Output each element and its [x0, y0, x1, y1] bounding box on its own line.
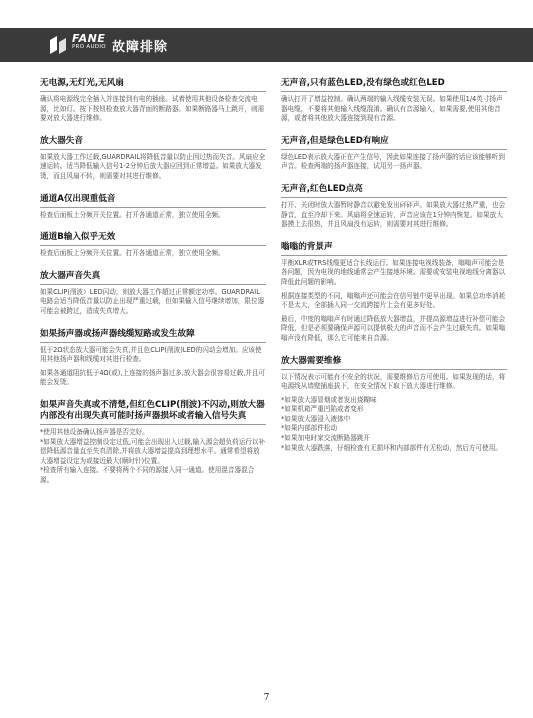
- section-text: 检查后面板上分频开关位置。打开各通道正常，独立使用全频。: [40, 249, 225, 258]
- section-red-led: [281, 184, 507, 230]
- section-text: 如果各通道阻抗低于4Ω(或),上连接的扬声器过多,放大器会很容易过载,并且可能会发烫。: [40, 368, 266, 387]
- section-text: 如果CLIP(削波）LED闪动，则放大器工作超过正常额定功率。GUARDRAIL电路会适当降低音量以防止出现严重过载，但如果输入信号继续增加，限位器可能会被跨过，造成失真增大。: [40, 287, 265, 315]
- section-channel-b-input: [40, 232, 266, 259]
- right-column: [281, 78, 507, 465]
- section-title: 放大器声音失真: [40, 271, 266, 285]
- section-title: 如果扬声器或扬声器线缆短路或发生故障: [40, 329, 266, 343]
- section-title: 通道B输入似乎无效: [40, 232, 266, 246]
- section-text: 绿色LED表示放大器正在产生信号，因此如果连接了扬声器的话应该能够听到声音。检查两端的扬声器连接，试用另一扬声器。: [281, 152, 505, 171]
- brand-name: FANE: [72, 32, 106, 45]
- section-text: 以下情况表示可能有不安全的状况，需要维修后方可使用。如果发现的话，将电源线从墙壁插座拔下，在安全情况下取下放大器进行维修。: [281, 372, 506, 391]
- section-text: 打开、关闭时放大器暂时静音以避免发出砰砰声。如果放大器过热严重，也会静音，直至冷却下来。风扇将全速运转，声音应该在1分钟内恢复。如果放大器摸上去很热，并且风扇没有运转，则需要对其进行维修。: [281, 200, 506, 229]
- section-text: 确认将电源线完全插入并连接到有电的插座。试着使用其他设备检查交流电源，比如灯。按下按钮检查放大器背面的断路器。如果断路器马上跳开，则需要对放大器进行维修。: [40, 95, 265, 123]
- section-blue-led-only: [281, 78, 507, 124]
- section-text: 检查后面板上分频开关位置。打开各通道正常，独立使用全频。: [40, 210, 225, 219]
- section-text: 根据连接类型的不同，嗡嗡声还可能会在信号链中更早出现。如果总功率消耗不是太大，全部插入同一交流跨接片上会有更多好处。: [281, 291, 506, 310]
- page-title: 故障排除: [112, 40, 169, 55]
- section-channel-a-bass: [40, 194, 266, 221]
- section-title: 无声音,但是绿色LED有响应: [281, 136, 507, 150]
- section-title: 嗡嗡的背景声: [281, 242, 507, 256]
- left-column: [40, 78, 266, 497]
- brand-subtitle: PRO AUDIO: [72, 44, 106, 50]
- section-title: 放大器需要维修: [281, 356, 507, 370]
- brand-logo: [72, 33, 106, 51]
- section-text: *如果放大器冒烟或者发出烧糊味 *如果机箱严重凹陷或者变形 *如果放大器浸入液体中 *如果内部部件松动 *如果加电时家交流断路器跳开 *如果放大器跌落，仔细检查有无损坏和内部部件有无松动，然后方可使用。: [281, 395, 502, 452]
- section-service: [281, 356, 507, 454]
- section-title: 通道A仅出现重低音: [40, 194, 266, 208]
- page-number: 7: [263, 693, 270, 703]
- section-amp-mute: [40, 136, 266, 182]
- section-speaker-short: [40, 329, 266, 388]
- section-green-led: [281, 136, 507, 172]
- section-title: 如果声音失真或不清楚,但红色CLIP(削波)不闪动,则放大器内部没有出现失真可能时扬声器损坏或者输入信号失真: [40, 400, 266, 425]
- section-text: 确认打开了增益控制。确认两端的输入线缆安装无误。如果使用1/4英寸扬声器电缆，不要将其他输入线缆混淆。确认有音源输入，如果需要,使用其他音源，或者将其他放大器连接到现有音源。: [281, 95, 503, 123]
- section-title: 无电源,无灯光,无风扇: [40, 78, 266, 92]
- section-title: 放大器失音: [40, 136, 266, 150]
- fane-logo-icon: [48, 34, 68, 56]
- section-text: 低于2Ω状态放大器可能会失真,并且色CLIP(削波)LED的闪动会增加。应该使用其他扬声器和线缆对其进行检查。: [40, 345, 262, 364]
- section-text: 平衡XLR或TRS线缆更适合长线运行。如果连接电视线装备，嗡嗡声可能会是各问题，因为电视的地线通常会产生接地环境。需要或安装电视地线分离器以降低此问题的影响。: [281, 258, 506, 286]
- section-distortion: [40, 271, 266, 317]
- section-unclear-sound: [40, 400, 266, 486]
- section-text: 最后，中度的嗡嗡声有时通过降低放大器增益，并提高源增益进行补偿可能会降低，但是必须要确保声源可以提供极大的声音而不会产生过载失真。如果嗡嗡声没有降低，那么它可能来自音源。: [281, 314, 506, 342]
- section-no-power: [40, 78, 266, 124]
- page-header: [0, 0, 533, 62]
- section-title: 无声音,红色LED点亮: [281, 184, 507, 198]
- section-text: *使用其他设备确认扬声器是否完好。 *如果放大器增益控制设定过低,可能会出现出入过载,输入源会超负荷运行以补偿降低源音量直至失真清除,并将放大器增益提高到理想水平。通常希望将放大器增益设定为或接近最大(顺时针)位置。 *检查所有输入连接。不要将两个不同的源接入同一通道。使用混音器混合源。: [40, 427, 266, 484]
- section-text: 如果放大器工作过载,GUARDRAIL将降低音量以防止因过热而失音。风扇应全速运转。适当降低输入信号1-2分钟后放大器应回到正常增益。如果放大器发烫，而且风扇不转，则需要对其进行维修。: [40, 152, 266, 180]
- section-hum: [281, 242, 507, 344]
- section-title: 无声音,只有蓝色LED,没有绿色或红色LED: [281, 78, 507, 92]
